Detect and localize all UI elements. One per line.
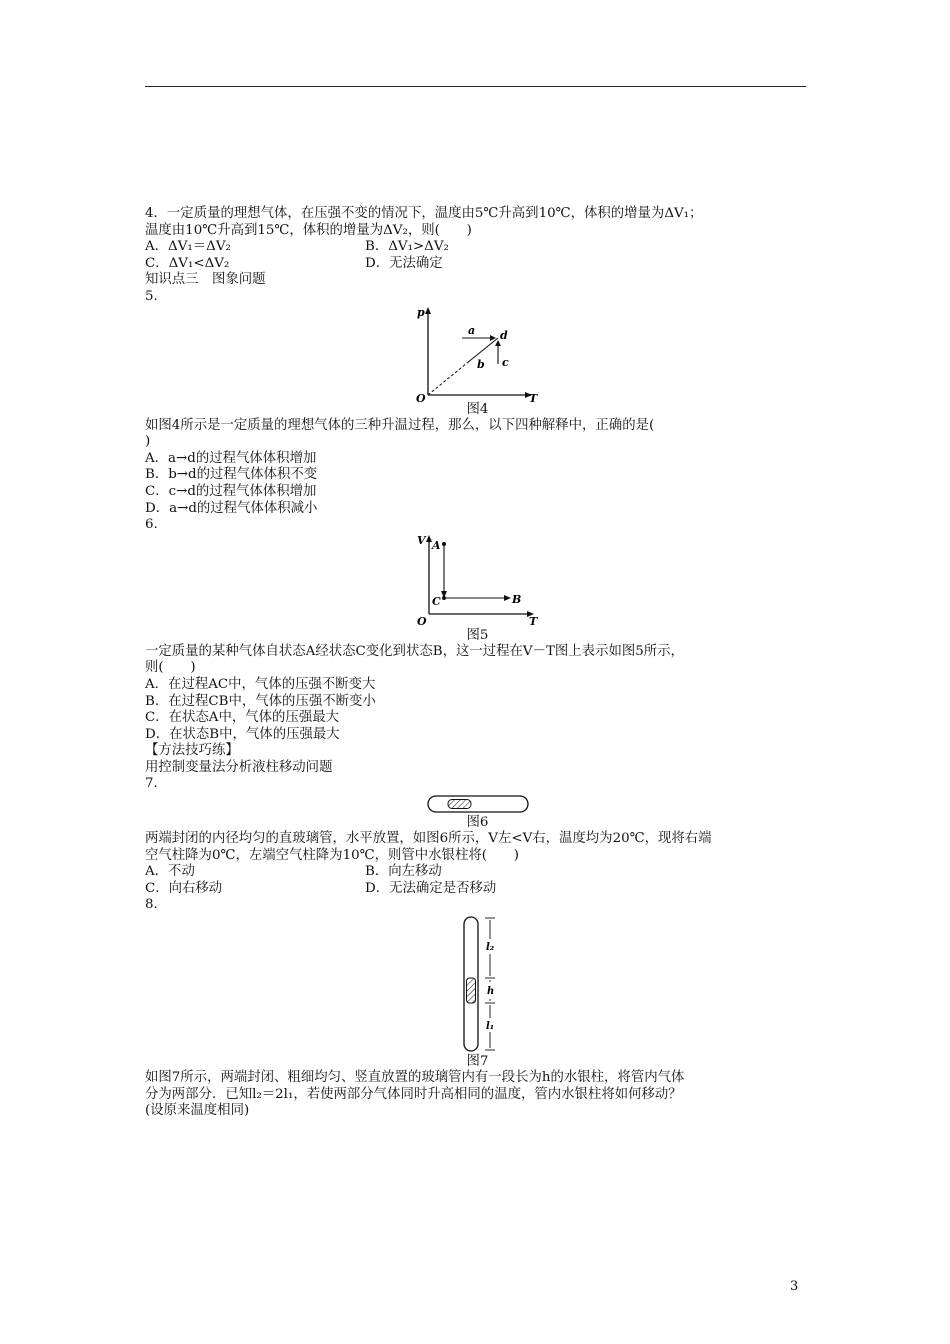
t-axis-label: T (528, 391, 537, 402)
process-cb-arrow (504, 595, 511, 601)
q5-option-c: C．c→d的过程气体体积增加 (145, 483, 317, 499)
q7-option-c: C．向右移动 (145, 880, 223, 896)
q4-options-row1 (145, 239, 810, 256)
label-a: A (431, 538, 441, 552)
figure-5-caption: 图5 (466, 627, 489, 643)
figure-4-caption: 图4 (466, 401, 489, 417)
figure-4-p-t-graph (416, 306, 540, 402)
section-heading-3: 知识点三 图象问题 (145, 272, 266, 288)
q5-stem-line1: 如图4所示是一定质量的理想气体的三种升温过程，那么，以下四种解释中，正确的是( (145, 417, 655, 433)
p-axis-label: p (416, 305, 425, 319)
label-d: d (499, 328, 508, 342)
q4-stem-line2: 温度由10℃升高到15℃，体积的增量为ΔV₂，则( ) (145, 222, 472, 238)
origin-label: O (415, 391, 426, 402)
q7-stem-line2: 空气柱降为0℃，左端空气柱降为10℃，则管中水银柱将( ) (145, 847, 519, 863)
q4-option-b: B．ΔV₁>ΔV₂ (365, 239, 449, 255)
q5-number: 5. (145, 288, 158, 304)
v-axis-label: V (416, 533, 426, 547)
q4-options-row2 (145, 256, 810, 273)
label-c: C (431, 594, 441, 608)
q5-option-d: D．a→d的过程气体体积减小 (145, 500, 318, 516)
header-rule (145, 86, 806, 87)
q6-option-a: A．在过程AC中，气体的压强不断变大 (145, 676, 376, 692)
q4-stem-line1: 4．一定质量的理想气体，在压强不变的情况下，温度由5℃升高到10℃，体积的增量为ΔV₁； (145, 206, 703, 221)
t-axis-label: T (528, 614, 537, 628)
q6-stem-line1: 一定质量的某种气体自状态A经状态C变化到状态B，这一过程在V－T图上表示如图5所示， (145, 643, 684, 659)
label-l2: l₂ (485, 942, 494, 954)
methods-subheading: 用控制变量法分析液柱移动问题 (145, 759, 333, 775)
p-axis-arrow (425, 307, 431, 314)
label-a: a (467, 323, 475, 337)
glass-tube (428, 796, 528, 812)
origin-label: O (416, 614, 427, 628)
q7-stem-line1: 两端封闭的内径均匀的直玻璃管，水平放置，如图6所示，V左<V右，温度均为20℃，现将右端 (145, 831, 712, 847)
q6-option-b: B．在过程CB中，气体的压强不断变小 (145, 693, 376, 709)
q4-option-a: A．ΔV₁＝ΔV₂ (145, 239, 231, 255)
q7-option-b: B．向左移动 (365, 864, 442, 880)
q7-number: 7. (145, 776, 158, 792)
label-b: b (476, 357, 485, 371)
q6-number: 6. (145, 517, 158, 533)
label-l1: l₁ (485, 1021, 494, 1033)
q4-option-c: C．ΔV₁<ΔV₂ (145, 255, 230, 271)
q8-number: 8. (145, 897, 158, 913)
dashed-line (428, 363, 467, 395)
label-h: h (486, 986, 494, 998)
q7-options-row1 (145, 864, 810, 881)
q6-stem-line2: 则( ) (145, 660, 196, 676)
mercury-column (448, 800, 471, 809)
page-number: 3 (790, 1279, 799, 1294)
q8-stem-line1: 如图7所示，两端封闭、粗细均匀、竖直放置的玻璃管内有一段长为h的水银柱，将管内气体 (145, 1070, 685, 1086)
q7-option-d: D．无法确定是否移动 (365, 880, 497, 896)
q8-stem-line2: 分为两部分．已知l₂＝2l₁，若使两部分气体同时升高相同的温度，管内水银柱将如何移动？ (145, 1086, 682, 1102)
q5-option-a: A．a→d的过程气体体积增加 (145, 450, 317, 466)
figure-7-caption: 图7 (466, 1054, 489, 1070)
q5-option-b: B．b→d的过程气体体积不变 (145, 467, 318, 483)
state-a-point (442, 542, 446, 546)
q6-option-d: D．在状态B中，气体的压强最大 (145, 726, 340, 742)
document-body (145, 206, 810, 1120)
q5-stem-line2: ) (145, 434, 151, 450)
state-c-point (442, 596, 446, 600)
figure-6-caption: 图6 (466, 815, 489, 831)
q4-option-d: D．无法确定 (365, 255, 443, 271)
mercury-column (466, 978, 475, 1003)
figure-5-v-t-graph (416, 534, 540, 628)
methods-heading: 【方法技巧练】 (145, 743, 239, 759)
label-b: B (511, 592, 521, 606)
label-c: c (501, 355, 509, 369)
q8-stem-line3: (设原来温度相同) (145, 1103, 250, 1119)
figure-6-horizontal-tube (427, 793, 529, 815)
figure-7-vertical-tube (453, 914, 503, 1054)
q7-options-row2 (145, 881, 810, 898)
q6-option-c: C．在状态A中，气体的压强最大 (145, 710, 339, 726)
q7-option-a: A．不动 (145, 864, 195, 880)
